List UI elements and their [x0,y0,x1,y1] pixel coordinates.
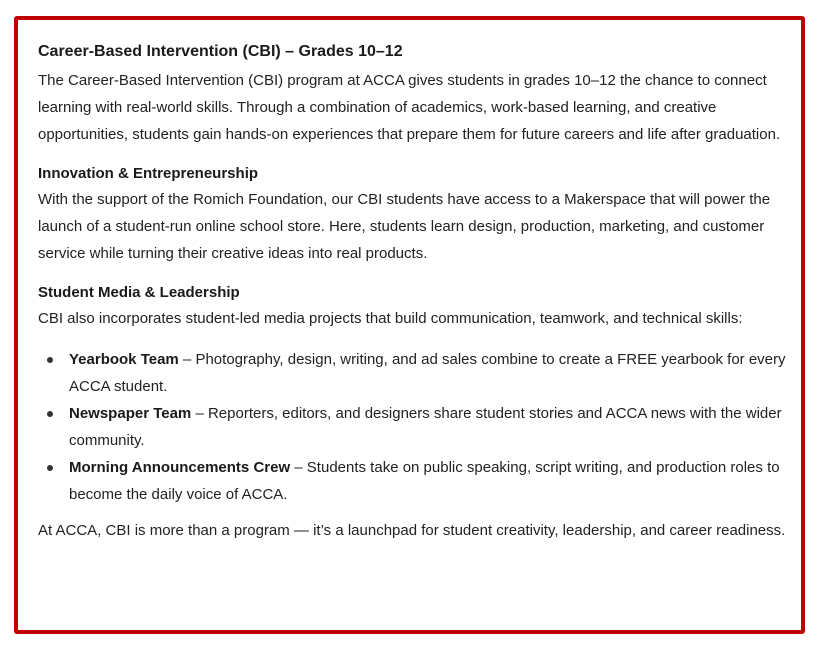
section-text-innovation: With the support of the Romich Foundation, our CBI students have access to a Makerspace that will power the launch of a student-run online school store. Here, students learn design, production, marketing, and customer service while turning their creative ideas into real products. [38,191,771,262]
section-text-student-media: CBI also incorporates student-led media projects that build communication, teamwork, and technical skills: [38,310,743,327]
section-heading-innovation: Innovation & Entrepreneurship [38,165,259,182]
bullet-term: Newspaper Team [69,405,192,422]
intro-paragraph: The Career-Based Intervention (CBI) program at ACCA gives students in grades 10–12 the chance to connect learning with real-world skills. Through a combination of academics, work-based learning, and creative opportunities, students gain hands-on experiences that prepare them for future careers and life after graduation. [38,72,781,143]
list-item-announcements [38,454,788,508]
list-item-newspaper [38,400,788,454]
section-heading-student-media: Student Media & Leadership [38,284,240,301]
bullet-term: Morning Announcements Crew [69,459,291,476]
bullet-icon [47,357,53,363]
bullet-text: – Students take on public speaking, script writing, and production roles to become the daily voice of ACCA. [69,459,780,503]
article-body [38,42,788,544]
section-student-media [38,283,788,332]
section-innovation [38,164,788,267]
bullet-term: Yearbook Team [69,351,179,368]
media-teams-list [38,346,788,508]
page-title: Career-Based Intervention (CBI) – Grades 10–12 [38,43,403,60]
bullet-text: – Reporters, editors, and designers share student stories and ACCA news with the wider community. [69,405,782,449]
bullet-icon [47,411,53,417]
closing-paragraph: At ACCA, CBI is more than a program — it’s a launchpad for student creativity, leadership, and career readiness. [38,522,786,539]
content-frame [14,16,805,634]
bullet-text: – Photography, design, writing, and ad sales combine to create a FREE yearbook for every ACCA student. [69,351,786,395]
list-item-yearbook [38,346,788,400]
bullet-icon [47,465,53,471]
